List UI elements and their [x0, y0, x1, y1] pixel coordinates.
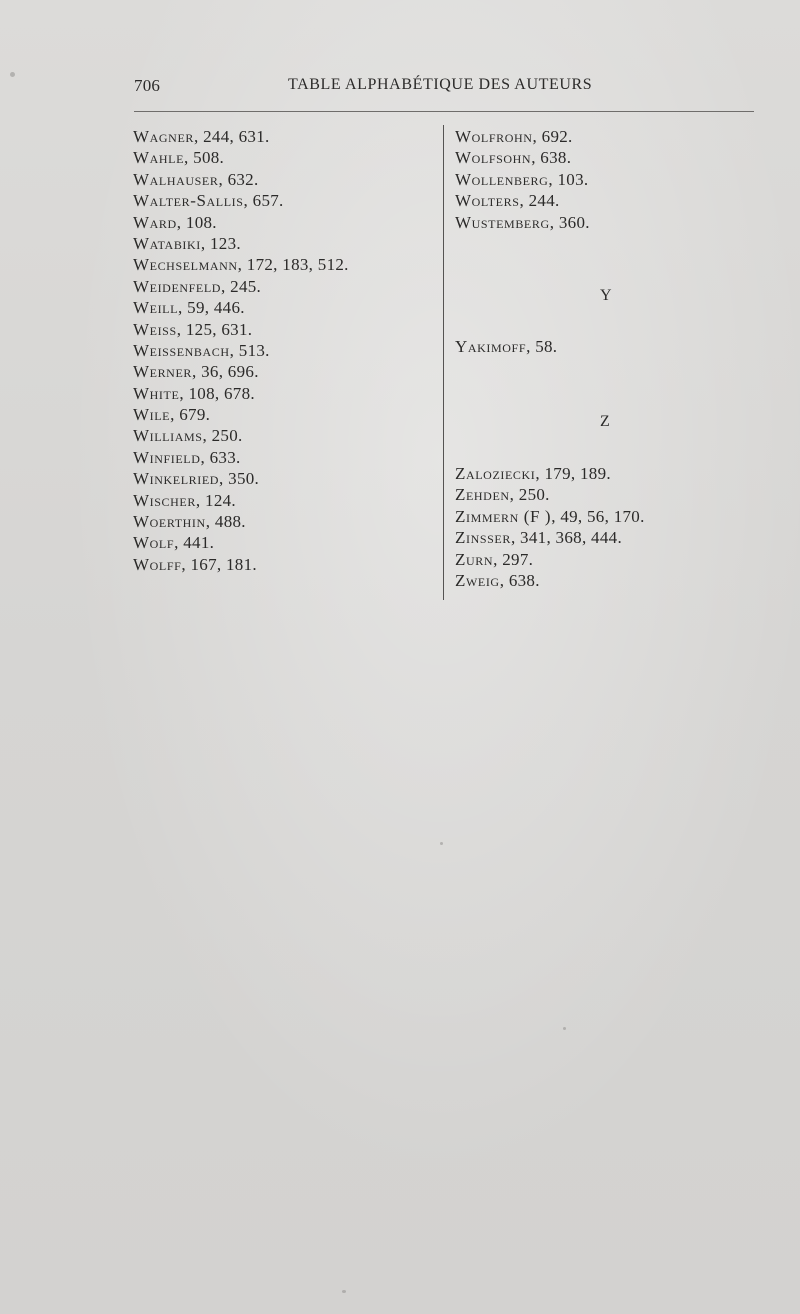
- index-entry: White, 108, 678.: [133, 383, 255, 403]
- index-entry: Wolfsohn, 638.: [455, 148, 572, 168]
- index-entry: Wischer, 124.: [133, 490, 236, 510]
- index-entry: Wile, 679.: [133, 405, 211, 425]
- index-entry: Wollenberg, 103.: [455, 169, 589, 189]
- index-entry: Weill, 59, 446.: [133, 298, 245, 318]
- right-column-z: [455, 463, 755, 591]
- index-entry: Zinsser, 341, 368, 444.: [455, 528, 622, 548]
- index-entry: Wolf, 441.: [133, 533, 215, 553]
- index-entry: Weissenbach, 513.: [133, 340, 270, 360]
- index-entry: Walter-Sallis, 657.: [133, 191, 284, 211]
- index-entry: Werner, 36, 696.: [133, 362, 259, 382]
- index-entry: Wahle, 508.: [133, 148, 225, 168]
- right-column-w: [455, 126, 755, 233]
- column-divider: [443, 125, 444, 600]
- index-entry: Wagner, 244, 631.: [133, 127, 270, 146]
- paper-speck: [440, 842, 443, 845]
- index-entry: Woerthin, 488.: [133, 512, 246, 532]
- page-header: [134, 76, 758, 100]
- index-entry: Wolfrohn, 692.: [455, 127, 573, 146]
- index-entry: Yakimoff, 58.: [455, 337, 558, 356]
- section-letter-z: Z: [600, 413, 610, 430]
- index-entry: Wolters, 244.: [455, 191, 560, 211]
- index-entry: Weidenfeld, 245.: [133, 276, 262, 296]
- paper-speck: [342, 1290, 346, 1293]
- index-entry: Zehden, 250.: [455, 485, 550, 505]
- left-column: [133, 126, 433, 575]
- index-entry: Zurn, 297.: [455, 549, 534, 569]
- index-entry: Zimmern (F ), 49, 56, 170.: [455, 506, 645, 526]
- index-entry: Zaloziecki, 179, 189.: [455, 464, 611, 483]
- index-entry: Williams, 250.: [133, 426, 243, 446]
- right-column-y: [455, 336, 755, 357]
- section-letter-y: Y: [600, 287, 612, 304]
- paper-speck: [10, 72, 15, 77]
- index-entry: Winkelried, 350.: [133, 469, 260, 489]
- page-number: 706: [134, 76, 161, 95]
- index-entry: Zweig, 638.: [455, 570, 540, 590]
- index-entry: Weiss, 125, 631.: [133, 319, 253, 339]
- index-entry: Watabiki, 123.: [133, 233, 241, 253]
- index-entry: Winfield, 633.: [133, 447, 241, 467]
- header-rule: [134, 111, 754, 112]
- index-entry: Ward, 108.: [133, 212, 217, 232]
- paper-speck: [563, 1027, 566, 1030]
- index-entry: Walhauser, 632.: [133, 169, 259, 189]
- index-entry: Wolff, 167, 181.: [133, 554, 257, 574]
- index-entry: Wechselmann, 172, 183, 512.: [133, 255, 349, 275]
- running-title: TABLE ALPHABÉTIQUE DES AUTEURS: [288, 76, 593, 93]
- index-entry: Wustemberg, 360.: [455, 212, 590, 232]
